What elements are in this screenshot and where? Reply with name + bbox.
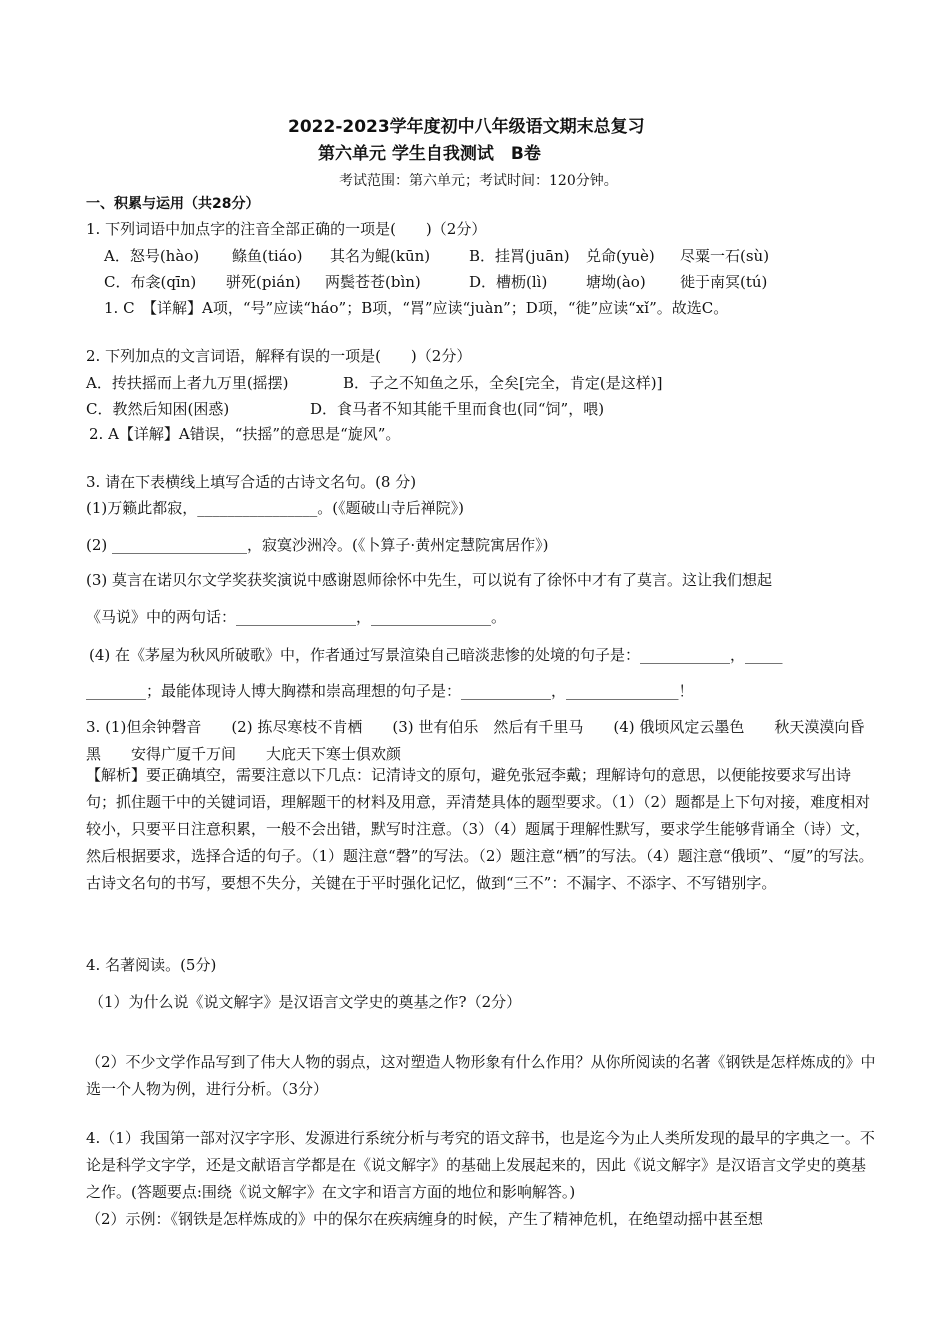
q2-option-b: B．子之不知鱼之乐，全矣[完全，肯定(是这样)] [343, 374, 663, 392]
q1-option-a1: A．怒号(hào) [104, 247, 200, 265]
q2-option-c: C．教然后知困(困惑) [86, 400, 230, 418]
q4-answer: 4.（1）我国第一部对汉字字形、发源进行系统分析与考究的语文辞书，也是迄今为止人类所发现的最早的字典之一。不论是科学文字学，还是文献语言学都是在《说文解字》的基础上发展起来的，因此《说文解字》是汉语言文学史的奠基之作。(答题要点:围绕《说文解字》在文字和语言方面的地位和影响解答。) [86, 1129, 875, 1201]
q1-answer: 1. C 【详解】A项，“号”应读“háo”；B项，“罥”应读“juàn”；D项，“徙”应读“xǐ”。故选C。 [104, 299, 729, 317]
q3-item-3a: (3) 莫言在诺贝尔文学奖获奖演说中感谢恩师徐怀中先生，可以说有了徐怀中才有了莫言。这让我们想起 [86, 571, 773, 589]
q4-part-1: （1）为什么说《说文解字》是汉语言文学史的奠基之作?（2分） [89, 993, 522, 1011]
q2-stem: 2. 下列加点的文言词语，解释有误的一项是( )（2分） [86, 347, 472, 365]
section-heading: 一、积累与运用（共28分） [86, 196, 260, 212]
q2-option-d: D．食马者不知其能千里而食也(同“饲”，喂) [310, 400, 605, 418]
q1-option-a3: 其名为鲲(kūn) [330, 247, 431, 265]
q1-option-b1: B．挂罥(juān) [469, 247, 570, 265]
q1-option-a2: 鲦鱼(tiáo) [232, 247, 303, 265]
q3-stem: 3. 请在下表横线上填写合适的古诗文名句。(8 分) [86, 473, 417, 491]
q1-option-d2: 塘坳(ào) [586, 273, 646, 291]
q1-option-d1: D．槽枥(lì) [469, 273, 548, 291]
doc-title: 2022-2023学年度初中八年级语文期末总复习 [288, 117, 645, 137]
q3-item-4a: (4) 在《茅屋为秋风所破歌》中，作者通过写景渲染自己暗淡悲惨的处境的句子是：____________，_____ [89, 646, 783, 664]
q1-option-b2: 兑命(yuè) [586, 247, 655, 265]
q2-answer: 2. A【详解】A错误，“扶摇”的意思是“旋风”。 [89, 425, 401, 443]
q4-part-2: （2）不少文学作品写到了伟大人物的弱点，这对塑造人物形象有什么作用？从你所阅读的名著《钢铁是怎样炼成的》中选一个人物为例，进行分析。（3分） [86, 1053, 876, 1098]
q1-option-c2: 骈死(pián) [226, 273, 301, 291]
q4-answer-2: （2）示例：《钢铁是怎样炼成的》中的保尔在疾病缠身的时候，产生了精神危机，在绝望动摇中甚至想 [86, 1210, 764, 1228]
exam-scope: 考试范围：第六单元；考试时间：120分钟。 [339, 173, 618, 189]
q1-stem: 1. 下列词语中加点字的注音全部正确的一项是( )（2分） [86, 220, 487, 238]
q1-option-b3: 尽粟一石(sù) [680, 247, 770, 265]
q2-option-a: A．抟扶摇而上者九万里(摇摆) [86, 374, 289, 392]
q3-item-2: (2) __________________，寂寞沙洲冷。(《卜算子·黄州定慧院寓居作》) [86, 536, 549, 554]
q1-option-d3: 徙于南冥(tú) [680, 273, 768, 291]
q1-option-c3: 两鬓苍苍(bìn) [325, 273, 421, 291]
q3-analysis: 【解析】要正确填空，需要注意以下几点：记清诗文的原句，避免张冠李戴；理解诗句的意思，以便能按要求写出诗句；抓住题干中的关键词语，理解题干的材料及用意，弄清楚具体的题型要求。（1）（2）题都是上下句对接，难度相对较小，只要平日注意积累，一般不会出错，默写时注意。（3）（4）题属于理解性默写，要求学生能够背诵全（诗）文，然后根据要求，选择合适的句子。（1）题注意“磬”的写法。（2）题注意“栖”的写法。（4）题注意“俄顷”、“厦”的写法。古诗文名句的书写，要想不失分，关键在于平时强化记忆，做到“三不”：不漏字、不添字、不写错别字。 [86, 766, 874, 892]
q1-option-c1: C．布衾(qīn) [104, 273, 197, 291]
q3-answer: 3. (1)但余钟磬音 (2) 拣尽寒枝不肯栖 (3) 世有伯乐 然后有千里马 (4) 俄顷风定云墨色 秋天漠漠向昏黑 安得广厦千万间 大庇天下寒士俱欢颜 [86, 718, 865, 763]
q4-stem: 4. 名著阅读。(5分) [86, 956, 217, 974]
q3-item-1: (1)万籁此都寂，________________。(《题破山寺后禅院》) [86, 499, 464, 517]
doc-subtitle: 第六单元 学生自我测试 B卷 [318, 144, 541, 164]
q3-item-4b: ________；最能体现诗人博大胸襟和崇高理想的句子是：____________，_______________！ [86, 682, 694, 700]
q3-item-3b: 《马说》中的两句话：________________，________________。 [86, 608, 507, 626]
